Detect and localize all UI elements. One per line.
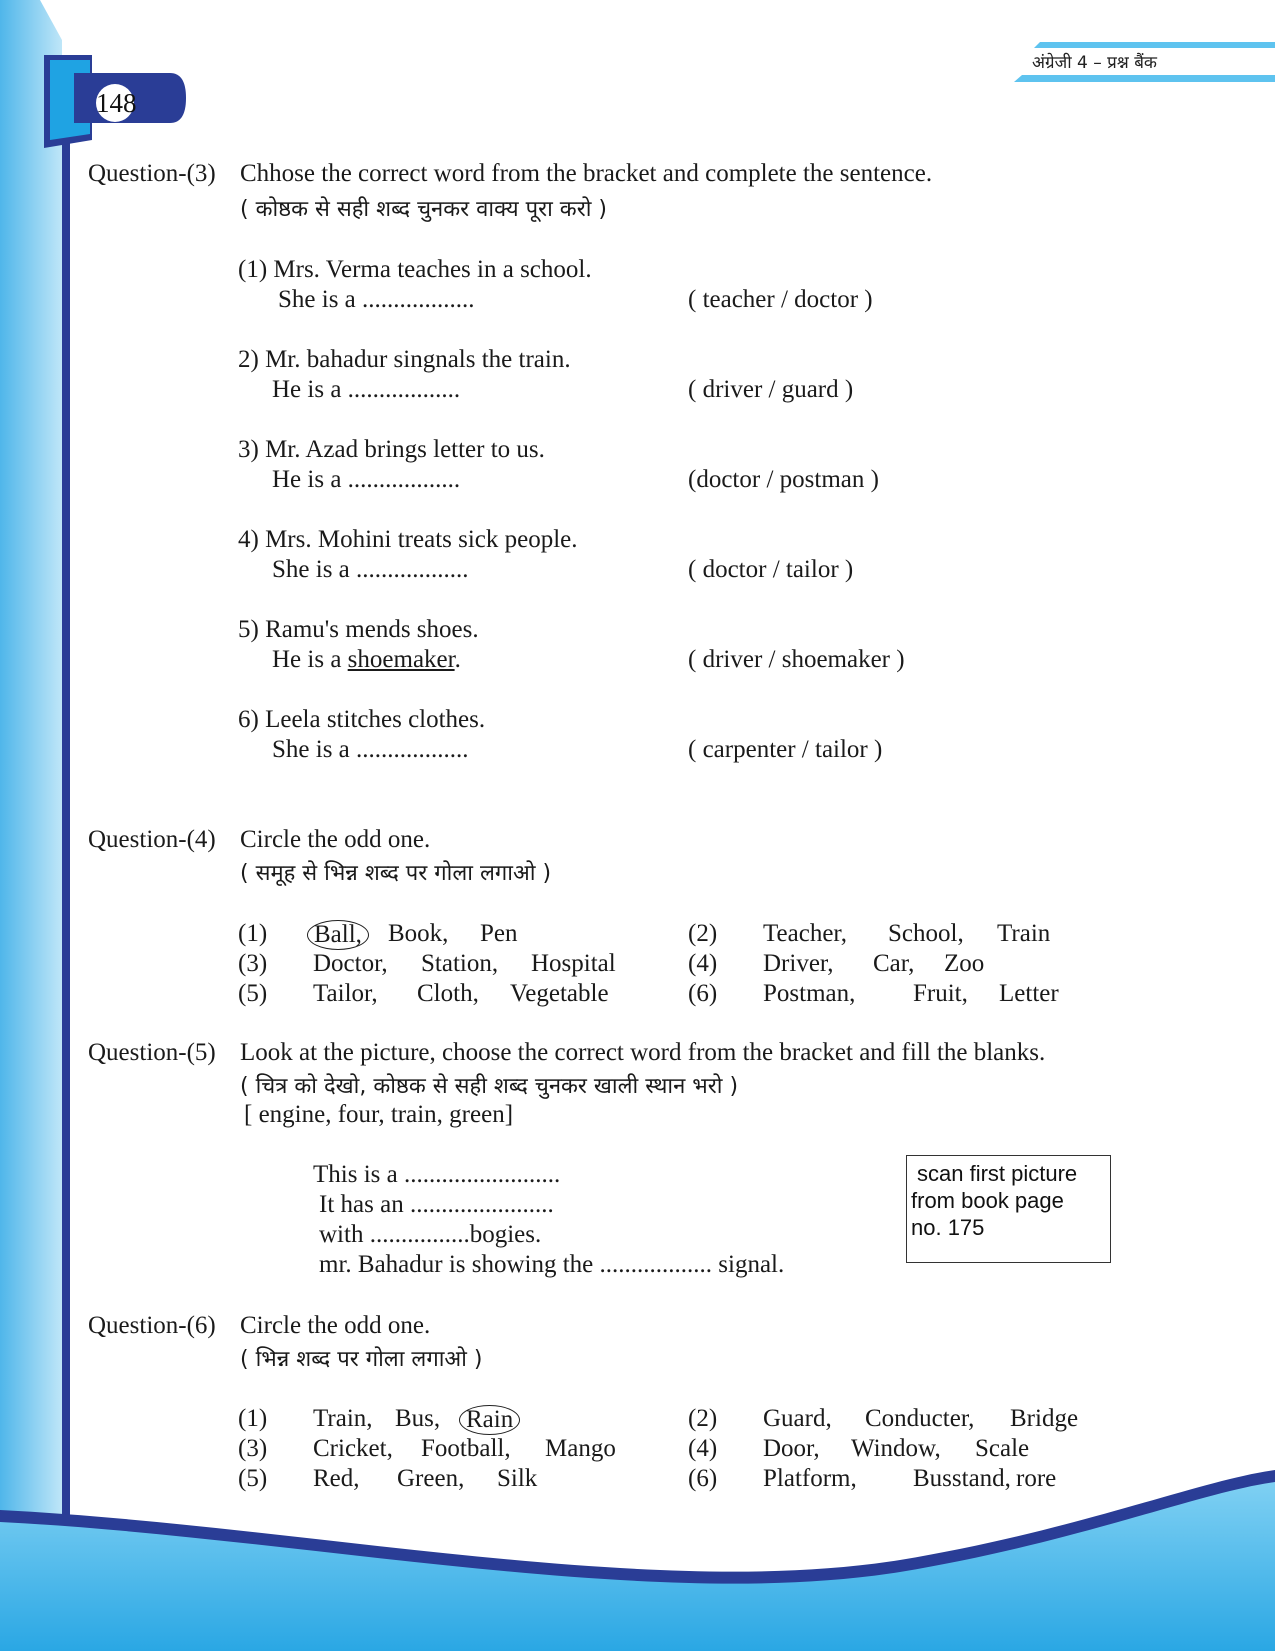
left-band [0, 0, 62, 1530]
q6-group-2 [688, 1405, 1108, 1435]
placeholder-line2: from book page [911, 1188, 1064, 1213]
q6-g1-word1: Train, [313, 1405, 373, 1432]
q3-item4-options: ( doctor / tailor ) [688, 556, 854, 583]
q6-g6-num: (6) [688, 1465, 718, 1492]
q3-item4-line1: 4) Mrs. Mohini treats sick people. [238, 526, 578, 553]
q6-g2-word1: Guard, [763, 1405, 832, 1432]
q6-g3-num: (3) [238, 1435, 268, 1462]
q6-g4-word1: Door, [763, 1435, 820, 1462]
q4-g6-word3: Letter [999, 980, 1059, 1007]
q4-g4-num: (4) [688, 950, 718, 977]
q4-g5-word3: Vegetable [510, 980, 609, 1007]
q4-g5-num: (5) [238, 980, 268, 1007]
q5-line3: with ................bogies. [319, 1221, 542, 1248]
q4-g1-word1: Ball, [307, 920, 369, 950]
q5-line2: It has an ....................... [319, 1191, 554, 1218]
q6-g3-word2: Football, [421, 1435, 511, 1462]
q3-label: Question-(3) [88, 160, 216, 187]
q6-g2-num: (2) [688, 1405, 718, 1432]
q5-instruction: Look at the picture, choose the correct word from the bracket and fill the blanks. [240, 1039, 1046, 1066]
q6-group-1 [238, 1405, 658, 1435]
q5-line4: mr. Bahadur is showing the .................. signal. [319, 1251, 785, 1278]
q6-g1-word2: Bus, [395, 1405, 441, 1432]
q3-item6-options: ( carpenter / tailor ) [688, 736, 883, 763]
q6-g5-num: (5) [238, 1465, 268, 1492]
q3-item6-line1: 6) Leela stitches clothes. [238, 706, 486, 733]
q6-label: Question-(6) [88, 1312, 216, 1339]
q4-g2-word2: School, [888, 920, 964, 947]
q6-g3-word1: Cricket, [313, 1435, 393, 1462]
q4-g6-num: (6) [688, 980, 718, 1007]
q4-g6-word1: Postman, [763, 980, 856, 1007]
q6-group-3 [238, 1435, 658, 1465]
q3-item4-line2: She is a .................. [272, 556, 469, 583]
q4-g4-word2: Car, [873, 950, 915, 977]
q4-instruction: Circle the odd one. [240, 826, 431, 853]
q6-g3-word3: Mango [545, 1435, 616, 1462]
placeholder-line1: scan first picture [917, 1161, 1078, 1186]
q4-group-4 [688, 950, 1108, 980]
q6-g6-word2: Busstand, [913, 1465, 1011, 1492]
bottom-wave [0, 1482, 1275, 1651]
q6-g1-num: (1) [238, 1405, 268, 1432]
q3-instruction: Chhose the correct word from the bracket and complete the sentence. [240, 160, 933, 187]
q6-g4-word3: Scale [975, 1435, 1030, 1462]
q6-g5-word3: Silk [497, 1465, 538, 1492]
q4-g3-word3: Hospital [531, 950, 616, 977]
q3-item2-options: ( driver / guard ) [688, 376, 854, 403]
q5-line1: This is a ......................... [313, 1161, 561, 1188]
q4-group-2 [688, 920, 1108, 950]
picture-placeholder [906, 1155, 1111, 1263]
q6-g6-word1: Platform, [763, 1465, 857, 1492]
q4-g3-word1: Doctor, [313, 950, 388, 977]
q4-hindi: ( समूह से भिन्न शब्द पर गोला लगाओ ) [240, 861, 552, 886]
q4-g3-num: (3) [238, 950, 268, 977]
q3-item3-line1: 3) Mr. Azad brings letter to us. [238, 436, 545, 463]
q5-word-bank: [ engine, four, train, green] [244, 1101, 514, 1128]
q3-item1-line2: She is a .................. [278, 286, 475, 313]
q4-g3-word2: Station, [421, 950, 499, 977]
left-dark-bar [62, 120, 70, 1520]
q4-g1-word3: Pen [480, 920, 518, 947]
q6-g4-word2: Window, [851, 1435, 941, 1462]
q5-label: Question-(5) [88, 1039, 216, 1066]
q3-item5-prefix: He is a [272, 646, 348, 673]
q4-g2-num: (2) [688, 920, 718, 947]
q3-item1-options: ( teacher / doctor ) [688, 286, 873, 313]
q6-group-5 [238, 1465, 658, 1495]
q6-instruction: Circle the odd one. [240, 1312, 431, 1339]
q4-g2-word1: Teacher, [763, 920, 847, 947]
q6-g2-word3: Bridge [1010, 1405, 1079, 1432]
q4-group-6 [688, 980, 1108, 1010]
q6-hindi: ( भिन्न शब्द पर गोला लगाओ ) [240, 1347, 483, 1372]
q4-g4-word3: Zoo [944, 950, 985, 977]
q6-g4-num: (4) [688, 1435, 718, 1462]
q3-item3-line2: He is a .................. [272, 466, 461, 493]
q3-item5-line2 [272, 646, 461, 674]
q4-g6-word2: Fruit, [913, 980, 968, 1007]
q4-g5-word2: Cloth, [417, 980, 479, 1007]
q3-item3-options: (doctor / postman ) [688, 466, 879, 493]
q5-hindi: ( चित्र को देखो, कोष्ठक से सही शब्द चुनकर खाली स्थान भरो ) [240, 1074, 739, 1099]
q6-g1-word3: Rain [459, 1405, 520, 1435]
q6-group-6 [688, 1465, 1108, 1495]
q4-group-3 [238, 950, 658, 980]
q4-g2-word3: Train [997, 920, 1051, 947]
q3-item5-answer: shoemaker [347, 646, 455, 673]
q4-label: Question-(4) [88, 826, 216, 853]
q4-g5-word1: Tailor, [313, 980, 378, 1007]
q3-hindi: ( कोष्ठक से सही शब्द चुनकर वाक्य पूरा करो ) [240, 197, 607, 222]
q3-item5-suffix: . [454, 646, 461, 673]
q4-g1-word2: Book, [388, 920, 449, 947]
q4-g1-num: (1) [238, 920, 268, 947]
q4-group-5 [238, 980, 658, 1010]
q3-item2-line2: He is a .................. [272, 376, 461, 403]
q3-item6-line2: She is a .................. [272, 736, 469, 763]
q6-g6-word3: rore [1016, 1465, 1057, 1492]
q3-item5-options: ( driver / shoemaker ) [688, 646, 905, 673]
running-title: अंग्रेजी 4 – प्रश्न बैंक [1032, 53, 1157, 73]
q6-g5-word1: Red, [313, 1465, 360, 1492]
q3-item2-line1: 2) Mr. bahadur singnals the train. [238, 346, 571, 373]
placeholder-line3: no. 175 [911, 1215, 985, 1240]
q3-item5-line1: 5) Ramu's mends shoes. [238, 616, 479, 643]
q4-g4-word1: Driver, [763, 950, 834, 977]
q6-g2-word2: Conducter, [865, 1405, 975, 1432]
q3-item1-line1: (1) Mrs. Verma teaches in a school. [238, 256, 592, 283]
page-number: 148 [96, 84, 134, 122]
q6-group-4 [688, 1435, 1108, 1465]
q4-group-1 [238, 920, 658, 950]
q6-g5-word2: Green, [397, 1465, 465, 1492]
header-stripe [1034, 42, 1275, 48]
